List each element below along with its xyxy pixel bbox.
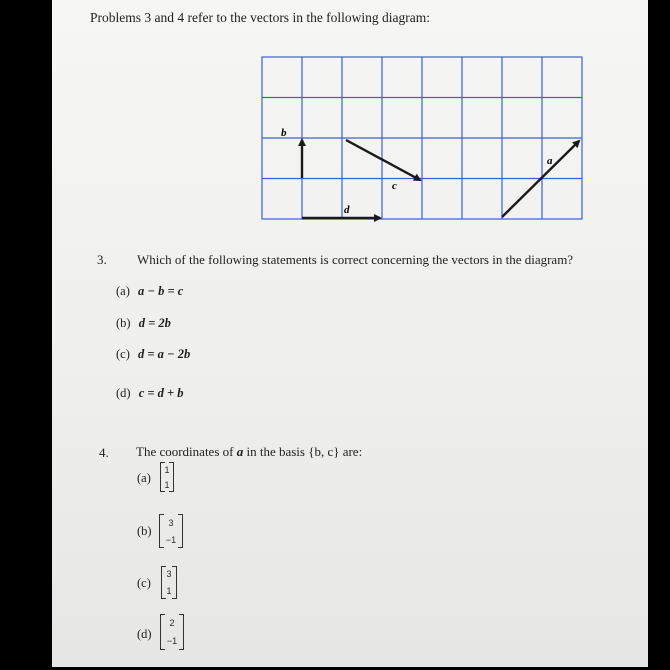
q4-option-c-letter[interactable]: (c) [137, 576, 151, 590]
label-b: b [281, 127, 287, 139]
q4-text [136, 444, 362, 460]
q3-option-c[interactable] [116, 347, 190, 362]
q4-text-after: in the basis {b, c} are: [243, 444, 363, 459]
label-a: a [547, 155, 553, 167]
q3-option-letter: (a) [116, 284, 130, 298]
q4-option-c-matrix [161, 566, 177, 599]
matrix-top: 3 [168, 517, 174, 528]
q4-number: 4. [99, 445, 109, 460]
worksheet-page [52, 0, 648, 667]
q3-option-d[interactable] [116, 386, 184, 401]
q4-option-b-matrix [159, 514, 183, 548]
vector-diagram [52, 0, 648, 260]
q3-option-letter: (c) [116, 347, 130, 361]
q3-option-expr: d = 2b [138, 316, 171, 330]
q4-text-before: The coordinates of [136, 444, 237, 459]
q3-option-letter: (b) [116, 316, 131, 330]
q3-option-expr: d = a − 2b [138, 347, 191, 361]
label-d: d [344, 204, 350, 216]
label-c: c [392, 180, 397, 192]
q3-text: Which of the following statements is correct concerning the vectors in the diagram? [137, 252, 574, 267]
q3-option-b[interactable] [116, 316, 171, 331]
vector-c [346, 140, 420, 180]
matrix-top: 2 [169, 618, 175, 628]
q3-option-expr: c = d + b [138, 386, 184, 400]
q3-option-letter: (d) [116, 386, 131, 400]
q4-option-a-matrix [160, 462, 174, 492]
matrix-top: 3 [166, 569, 172, 580]
q3-option-a[interactable] [116, 284, 183, 299]
q4-option-b-letter[interactable]: (b) [137, 524, 152, 538]
matrix-bottom: 1 [164, 479, 170, 490]
q4-text-var: a [236, 444, 244, 459]
grid-lines [262, 57, 582, 219]
matrix-bottom: 1 [166, 585, 172, 596]
intro-text: Problems 3 and 4 refer to the vectors in the following diagram: [90, 10, 431, 25]
matrix-bottom: −1 [165, 534, 177, 545]
q4-option-a-letter[interactable]: (a) [137, 471, 151, 485]
q4-option-d-matrix [160, 614, 184, 650]
q3-option-expr: a − b = c [138, 284, 184, 298]
matrix-top: 1 [164, 464, 170, 475]
matrix-bottom: −1 [166, 636, 178, 646]
q4-option-d-letter[interactable]: (d) [137, 627, 152, 641]
q3-number: 3. [97, 252, 107, 267]
